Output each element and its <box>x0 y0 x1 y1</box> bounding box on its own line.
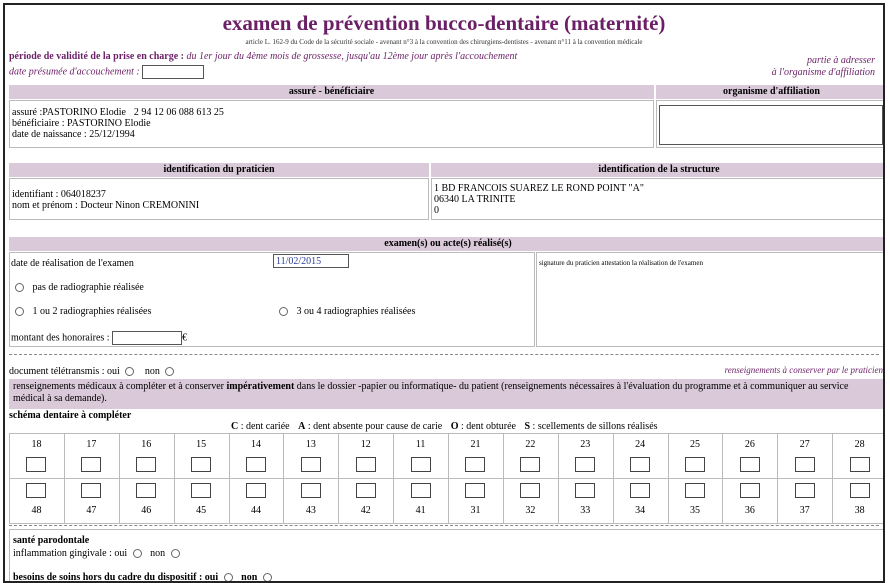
form-frame <box>3 3 885 583</box>
teletrans-oui-radio[interactable] <box>125 367 134 376</box>
assure-header: assuré - bénéficiaire <box>9 85 654 99</box>
tooth-number-lower: 34 <box>635 505 646 516</box>
teletrans-label: document télétransmis : oui <box>9 366 120 377</box>
tooth-number-upper: 16 <box>141 439 152 450</box>
tooth-input-upper[interactable] <box>411 457 431 472</box>
tooth-number-upper: 25 <box>689 439 700 450</box>
tooth-number-lower: 32 <box>525 505 536 516</box>
teletrans-non-label: non <box>144 366 160 377</box>
tooth-input-lower[interactable] <box>246 483 266 498</box>
legend-a-code: A <box>298 421 306 432</box>
praticien-header: identification du praticien <box>9 163 429 177</box>
tooth-number-lower: 38 <box>854 505 865 516</box>
legend-o-code: O <box>450 421 459 432</box>
structure-header: identification de la structure <box>431 163 885 177</box>
tooth-number-upper: 17 <box>86 439 97 450</box>
tooth-number-upper: 12 <box>360 439 371 450</box>
besoins-oui-radio[interactable] <box>224 573 233 582</box>
tooth-input-lower[interactable] <box>301 483 321 498</box>
tooth-number-upper: 11 <box>415 439 426 450</box>
opt-12-label: 1 ou 2 radiographies réalisées <box>32 306 152 317</box>
opt-none-label: pas de radiographie réalisée <box>32 282 144 293</box>
tooth-number-lower: 46 <box>141 505 152 516</box>
tooth-input-upper[interactable] <box>685 457 705 472</box>
assure-name: PASTORINO Elodie <box>42 107 126 118</box>
tooth-input-upper[interactable] <box>520 457 540 472</box>
tooth-number-upper: 22 <box>525 439 536 450</box>
montant-row <box>11 331 187 345</box>
validity-value: du 1er jour du 4ème mois de grossesse, jusqu'au 12ème jour après l'accouchement <box>183 51 518 62</box>
medical-band <box>9 379 883 409</box>
medical-band-text-1: renseignements médicaux à compléter et à conserver <box>13 381 227 392</box>
tooth-input-upper[interactable] <box>795 457 815 472</box>
tooth-input-lower[interactable] <box>740 483 760 498</box>
inflammation-oui-radio[interactable] <box>133 549 142 558</box>
naissance-line: date de naissance : 25/12/1994 <box>12 129 135 140</box>
adresser-line-1: partie à adresser <box>807 55 875 66</box>
legend-a-text: : dent absente pour cause de carie <box>305 421 443 432</box>
tooth-input-upper[interactable] <box>850 457 870 472</box>
tooth-input-upper[interactable] <box>81 457 101 472</box>
montant-label: montant des honoraires : <box>11 332 110 344</box>
organisme-input[interactable] <box>659 105 883 145</box>
currency-symbol: € <box>182 332 188 344</box>
opt-12-row <box>15 306 151 317</box>
tooth-number-upper: 21 <box>470 439 481 450</box>
adresser-line-2: à l'organisme d'affiliation <box>771 67 875 78</box>
signature-box <box>536 252 885 347</box>
tooth-input-upper[interactable] <box>301 457 321 472</box>
tooth-number-upper: 23 <box>580 439 591 450</box>
tooth-number-upper: 28 <box>854 439 865 450</box>
tooth-input-upper[interactable] <box>575 457 595 472</box>
validity-label: période de validité de la prise en charge : <box>9 51 184 62</box>
besoins-row <box>13 572 272 583</box>
adresser-note <box>772 55 875 79</box>
structure-extra: 0 <box>434 205 439 216</box>
legend-s-text: : scellements de sillons réalisés <box>530 421 658 432</box>
page-title: examen de prévention bucco-dentaire (maternité) <box>222 11 666 35</box>
inflammation-non-radio[interactable] <box>171 549 180 558</box>
opt-12-radio[interactable] <box>15 307 24 316</box>
tooth-input-lower[interactable] <box>356 483 376 498</box>
assure-line-1 <box>12 107 224 118</box>
praticien-box <box>9 178 429 220</box>
praticien-id: identifiant : 064018237 <box>12 189 106 200</box>
chart-row-divider <box>9 523 885 524</box>
tooth-number-lower: 42 <box>360 505 371 516</box>
opt-34-radio[interactable] <box>279 307 288 316</box>
tooth-input-lower[interactable] <box>520 483 540 498</box>
tooth-number-lower: 33 <box>580 505 591 516</box>
inflammation-non-label: non <box>150 548 166 559</box>
page-subtitle: article L. 162-9 du Code de la sécurité sociale - avenant n°3 à la convention des chirurgiens-dentistes - avenant n°11 à la convention médicale <box>245 38 643 46</box>
tooth-number-lower: 35 <box>689 505 700 516</box>
tooth-input-upper[interactable] <box>356 457 376 472</box>
chart-row-divider <box>9 433 885 434</box>
tooth-number-lower: 47 <box>86 505 97 516</box>
opt-none-row <box>15 282 144 293</box>
legend-c-code: C <box>231 421 239 432</box>
inflammation-label: inflammation gingivale : oui <box>13 548 128 559</box>
opt-34-row <box>279 306 415 317</box>
opt-34-label: 3 ou 4 radiographies réalisées <box>296 306 416 317</box>
structure-box <box>431 178 885 220</box>
besoins-non-radio[interactable] <box>263 573 272 582</box>
tooth-input-upper[interactable] <box>191 457 211 472</box>
tooth-input-upper[interactable] <box>246 457 266 472</box>
tooth-number-lower: 31 <box>470 505 481 516</box>
conserver-note: renseignements à conserver par le praticien <box>724 365 883 375</box>
organisme-box <box>656 100 885 148</box>
tooth-input-lower[interactable] <box>465 483 485 498</box>
tooth-number-upper: 14 <box>250 439 261 450</box>
tooth-number-upper: 15 <box>196 439 207 450</box>
structure-address: 1 BD FRANCOIS SUAREZ LE ROND POINT "A" <box>434 183 644 194</box>
legend-c-text: : dent cariée <box>238 421 290 432</box>
teletrans-row <box>9 366 174 377</box>
besoins-label: besoins de soins hors du cadre du dispositif : oui <box>13 572 219 583</box>
tooth-input-lower[interactable] <box>81 483 101 498</box>
beneficiaire-line: bénéficiaire : PASTORINO Elodie <box>12 118 151 129</box>
tooth-number-lower: 43 <box>305 505 316 516</box>
examen-date-label: date de réalisation de l'examen <box>11 258 134 269</box>
tooth-input-lower[interactable] <box>411 483 431 498</box>
legend-o-text: : dent obturée <box>458 421 516 432</box>
separator-dash <box>9 354 879 355</box>
tooth-input-lower[interactable] <box>795 483 815 498</box>
tooth-input-upper[interactable] <box>630 457 650 472</box>
schema-title: schéma dentaire à compléter <box>9 410 132 421</box>
tooth-number-lower: 36 <box>744 505 755 516</box>
structure-city: 06340 LA TRINITE <box>434 194 516 205</box>
tooth-number-upper: 18 <box>31 439 42 450</box>
examen-date-input[interactable]: 11/02/2015 <box>273 254 349 268</box>
tooth-number-upper: 27 <box>799 439 810 450</box>
tooth-number-lower: 41 <box>415 505 426 516</box>
dental-chart <box>9 433 885 523</box>
signature-label: signature du praticien attestation la réalisation de l'examen <box>539 259 703 267</box>
montant-input[interactable] <box>112 331 182 345</box>
examen-header: examen(s) ou acte(s) réalisé(s) <box>9 237 885 251</box>
tooth-number-lower: 44 <box>250 505 261 516</box>
tooth-input-lower[interactable] <box>191 483 211 498</box>
tooth-input-upper[interactable] <box>465 457 485 472</box>
legend-s-code: S <box>524 421 531 432</box>
validity-line <box>9 51 517 62</box>
tooth-input-lower[interactable] <box>575 483 595 498</box>
assure-label: assuré : <box>12 107 43 118</box>
tooth-number-lower: 48 <box>31 505 42 516</box>
assure-nir: 2 94 12 06 088 613 25 <box>133 107 224 118</box>
tooth-input-lower[interactable] <box>136 483 156 498</box>
schema-legend <box>231 421 658 432</box>
tooth-number-lower: 37 <box>799 505 810 516</box>
separator-dash-2 <box>9 525 879 526</box>
tooth-input-lower[interactable] <box>630 483 650 498</box>
tooth-input-upper[interactable] <box>26 457 46 472</box>
organisme-header: organisme d'affiliation <box>656 85 885 99</box>
tooth-input-lower[interactable] <box>685 483 705 498</box>
tooth-number-upper: 13 <box>305 439 316 450</box>
tooth-input-upper[interactable] <box>740 457 760 472</box>
chart-row-divider <box>9 478 885 479</box>
tooth-number-upper: 24 <box>635 439 646 450</box>
accouchement-date-input[interactable] <box>142 65 204 79</box>
tooth-number-lower: 45 <box>196 505 207 516</box>
teletrans-non-radio[interactable] <box>165 367 174 376</box>
medical-band-bold: impérativement <box>226 381 295 392</box>
besoins-non-label: non <box>241 572 258 583</box>
opt-none-radio[interactable] <box>15 283 24 292</box>
paro-title: santé parodontale <box>13 535 90 546</box>
tooth-input-lower[interactable] <box>26 483 46 498</box>
assure-box <box>9 100 654 148</box>
tooth-input-lower[interactable] <box>850 483 870 498</box>
medical-band-text-2: dans le dossier -papier ou informatique- du patient (renseignements nécessaires à l'évaluation du programme et à communiquer au service médical à sa demande). <box>13 381 849 404</box>
inflammation-row <box>13 548 180 559</box>
accouchement-line <box>9 65 204 79</box>
praticien-name: nom et prénom : Docteur Ninon CREMONINI <box>12 200 200 211</box>
tooth-number-upper: 26 <box>744 439 755 450</box>
tooth-input-upper[interactable] <box>136 457 156 472</box>
accouchement-label: date présumée d'accouchement : <box>9 66 140 78</box>
